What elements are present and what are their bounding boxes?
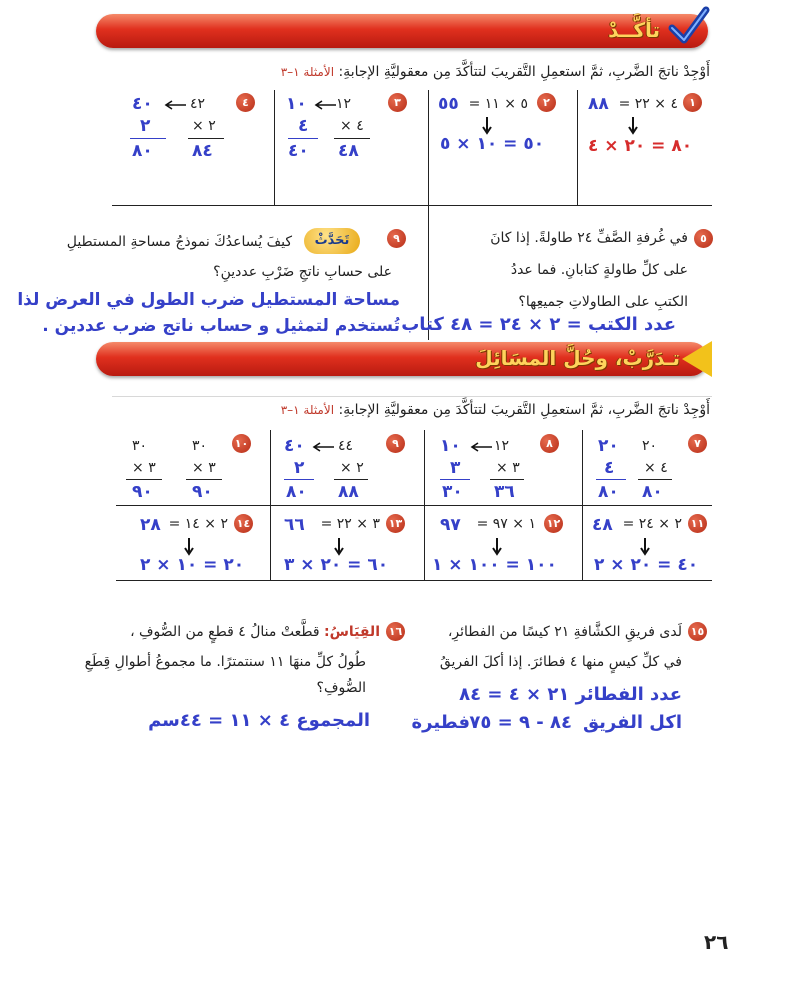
talk-text-line: على حسابِ ناتجِ ضَرْبِ عددينِ؟: [213, 264, 392, 280]
answer-line: [130, 138, 166, 139]
handwritten-rounded: ٢٠: [598, 436, 619, 456]
handwritten-estimate: ٨٠ = ٢٠ × ٤: [588, 136, 693, 156]
handwritten-explanation: تُستخدم لتمثيل و حساب ناتج ضرب عددين .: [42, 316, 400, 336]
problem-number-badge: ١٠: [232, 434, 251, 453]
instruction-text: أَوْجِدْ ناتجَ الضَّربِ، ثمَّ استعمِلِ التَّقريبَ لتتأكَّدَ مِن معقوليَّةِ الإجابةِ:: [338, 64, 710, 80]
handwritten-rounded: ٤٠: [132, 94, 153, 114]
handwritten-multiplier: ٢: [140, 116, 151, 136]
faint-rule: [112, 396, 712, 397]
answer-line: [596, 479, 626, 480]
handwritten-rounded: ١٠: [440, 436, 461, 456]
problem-number-badge: ١٤: [234, 514, 253, 533]
grid-divider: [577, 90, 578, 205]
problem-top-number: ٤٢: [190, 96, 206, 112]
examples-ref: الأمثلة ١–٣: [280, 65, 335, 79]
handwritten-multiplier: ٣: [450, 458, 461, 478]
handwritten-answer: ٨٤: [192, 141, 213, 161]
problem-number-badge: ٩: [387, 229, 406, 248]
grid-divider: [116, 505, 712, 506]
handwritten-rounded: ٤٠: [284, 436, 305, 456]
problem-number-badge: ٨: [540, 434, 559, 453]
handwritten-multiplier: ٤: [604, 458, 615, 478]
handwritten-estimate: ٦٠ = ٢٠ × ٣: [284, 555, 389, 575]
handwritten-answer: ٩٠: [192, 482, 213, 502]
grid-divider: [428, 90, 429, 205]
problem-multiplier: ٣ ×: [192, 460, 216, 476]
problem-number-badge: ٤: [236, 93, 255, 112]
arrow-left-icon: [314, 100, 336, 110]
check-instruction: [281, 64, 710, 80]
handwritten-rounded: ١٠: [286, 94, 307, 114]
problem-text-line: في غُرفةِ الصَّفِّ ٢٤ طاولةً. إذا كانَ: [490, 230, 688, 246]
problem-number-badge: ٧: [688, 434, 707, 453]
problem-number-badge: ٢: [537, 93, 556, 112]
grid-divider: [116, 580, 712, 581]
handwritten-answer-label: اكل الفريق: [582, 712, 682, 733]
answer-line: [188, 138, 224, 139]
handwritten-result: ٤٨: [592, 515, 613, 535]
handwritten-answer: ٨٠: [642, 482, 663, 502]
handwritten-estimate: ٩٠: [132, 482, 153, 502]
problem-number-badge: ١٥: [688, 622, 707, 641]
problem-expression: ٢ × ٢٤ =: [622, 516, 682, 532]
handwritten-answer-unit: فطيرة: [411, 712, 470, 733]
problem-number-badge: ١: [683, 93, 702, 112]
arrow-left-icon: [312, 442, 334, 452]
problem-top-number: ٤٤: [338, 438, 354, 454]
problem-number-badge: ١٢: [544, 514, 563, 533]
handwritten-answer: ٨٨: [338, 482, 359, 502]
problem-expression: ٣ × ٢٢ =: [320, 516, 380, 532]
check-section-title: تأكَّــدْ: [608, 18, 660, 42]
problem-text-line: طُولُ كلِّ منهَا ١١ سنتمترًا. ما مجموعُ أطوالِ قِطَعِ: [84, 654, 366, 670]
talk-badge: تَحَدَّثْ: [304, 228, 360, 254]
handwritten-multiplier: ٤: [298, 116, 309, 136]
arrow-down-icon: [628, 117, 638, 135]
answer-line: [638, 479, 672, 480]
handwritten-estimate: ٣٠: [442, 482, 463, 502]
handwritten-answer: المجموع ٤ × ١١ = ٤٤سم: [148, 710, 370, 731]
answer-line: [126, 479, 162, 480]
problem-multiplier: ٤ ×: [644, 460, 668, 476]
problem-multiplier: ٢ ×: [192, 118, 216, 134]
problem-top-number: ١٢: [494, 438, 510, 454]
handwritten-answer: ٣٦: [494, 482, 515, 502]
problem-multiplier: ٣ ×: [132, 460, 156, 476]
triangle-marker-icon: [682, 341, 712, 377]
problem-text-line: لَدى فريقِ الكشَّافةِ ٢١ كيسًا من الفطائرِ،: [447, 624, 682, 640]
problem-top-number: ١٢: [336, 96, 352, 112]
problem-expression: ١ × ٩٧ =: [476, 516, 536, 532]
grid-divider: [274, 90, 275, 205]
problem-top-number: ٣٠: [192, 438, 208, 454]
handwritten-answer: عدد الفطائر ٢١ × ٤ = ٨٤: [459, 684, 682, 705]
problem-number-badge: ٥: [694, 229, 713, 248]
talk-text-line: كيفَ يُساعدُكَ نموذجُ مساحةِ المستطيلِ: [66, 234, 292, 250]
handwritten-result: ٢٨: [140, 515, 161, 535]
problem-top-number: ٣٠: [132, 438, 148, 454]
arrow-left-icon: [470, 442, 492, 452]
problem-expression: ٢ × ١٤ =: [168, 516, 228, 532]
practice-section-title: تـدَرَّبْ، وحُلَّ المسَائِلَ: [475, 346, 680, 370]
problem-multiplier: ٢ ×: [340, 460, 364, 476]
handwritten-result: ٩٧: [440, 515, 461, 535]
handwritten-answer: ٤٨: [338, 141, 359, 161]
page-number: ٢٦: [704, 930, 729, 954]
problem-text-line: الصُّوفِ؟: [316, 680, 366, 696]
instruction-text: أَوْجِدْ ناتجَ الضَّربِ، ثمَّ استعمِلِ التَّقريبَ لتتأكَّدَ مِن معقوليَّةِ الإجابةِ:: [338, 402, 710, 418]
answer-line: [334, 138, 370, 139]
handwritten-estimate: ١٠٠ = ١٠٠ × ١: [432, 555, 557, 575]
examples-ref: الأمثلة ١–٣: [280, 403, 335, 417]
checkmark-icon: [668, 6, 710, 46]
problem-multiplier: ٤ ×: [340, 118, 364, 134]
problem-expression: ٥ × ١١ =: [468, 96, 528, 112]
handwritten-explanation: مساحة المستطيل ضرب الطول في العرض لذا: [17, 290, 400, 310]
answer-line: [288, 138, 318, 139]
problem-expression: ٤ × ٢٢ =: [618, 96, 678, 112]
handwritten-multiplier: ٢: [294, 458, 305, 478]
handwritten-result: ٦٦: [284, 515, 305, 535]
handwritten-result: ٥٥: [438, 94, 459, 114]
problem-multiplier: ٣ ×: [496, 460, 520, 476]
problem-top-number: ٢٠: [642, 438, 658, 454]
problem-number-badge: ١٣: [386, 514, 405, 533]
handwritten-estimate: ٨٠: [598, 482, 619, 502]
handwritten-estimate: ٥٠ = ١٠ × ٥: [440, 134, 545, 154]
arrow-down-icon: [334, 538, 344, 556]
grid-divider: [112, 205, 712, 206]
problem-number-badge: ٣: [388, 93, 407, 112]
handwritten-estimate: ٢٠ = ١٠ × ٢: [140, 555, 245, 575]
arrow-down-icon: [482, 117, 492, 135]
problem-text-line: الكتبِ على الطاولاتِ جميعِها؟: [518, 294, 688, 310]
problem-number-badge: ١٦: [386, 622, 405, 641]
problem-text-line: على كلِّ طاولةٍ كتابانِ. فما عددُ: [510, 262, 688, 278]
handwritten-answer: عدد الكتب = ٢ × ٢٤ = ٤٨ كتاب: [401, 314, 676, 335]
arrow-down-icon: [640, 538, 650, 556]
handwritten-estimate: ٤٠: [288, 141, 309, 161]
answer-line: [334, 479, 368, 480]
answer-line: [490, 479, 524, 480]
measurement-label: القِيَاسُ:: [323, 624, 380, 640]
problem-text-line: قطَّعتْ منالُ ٤ قطعٍ من الصُّوفِ ،: [130, 624, 320, 640]
arrow-down-icon: [184, 538, 194, 556]
problem-text-line: في كلِّ كيسٍ منها ٤ فطائرَ. إذا أكلَ الفريقُ: [439, 654, 682, 670]
arrow-down-icon: [492, 538, 502, 556]
problem-number-badge: ١١: [688, 514, 707, 533]
problem-number-badge: ٩: [386, 434, 405, 453]
practice-instruction: [281, 402, 710, 418]
answer-line: [440, 479, 470, 480]
handwritten-estimate: ٨٠: [286, 482, 307, 502]
handwritten-answer-calc: ٨٤ - ٩ = ٧٥: [469, 712, 572, 733]
handwritten-estimate: ٤٠ = ٢٠ × ٢: [594, 555, 699, 575]
problem-16-first-line: [130, 624, 380, 640]
answer-line: [284, 479, 314, 480]
handwritten-estimate: ٨٠: [132, 141, 153, 161]
arrow-left-icon: [164, 100, 186, 110]
answer-line: [186, 479, 222, 480]
handwritten-result: ٨٨: [588, 94, 609, 114]
